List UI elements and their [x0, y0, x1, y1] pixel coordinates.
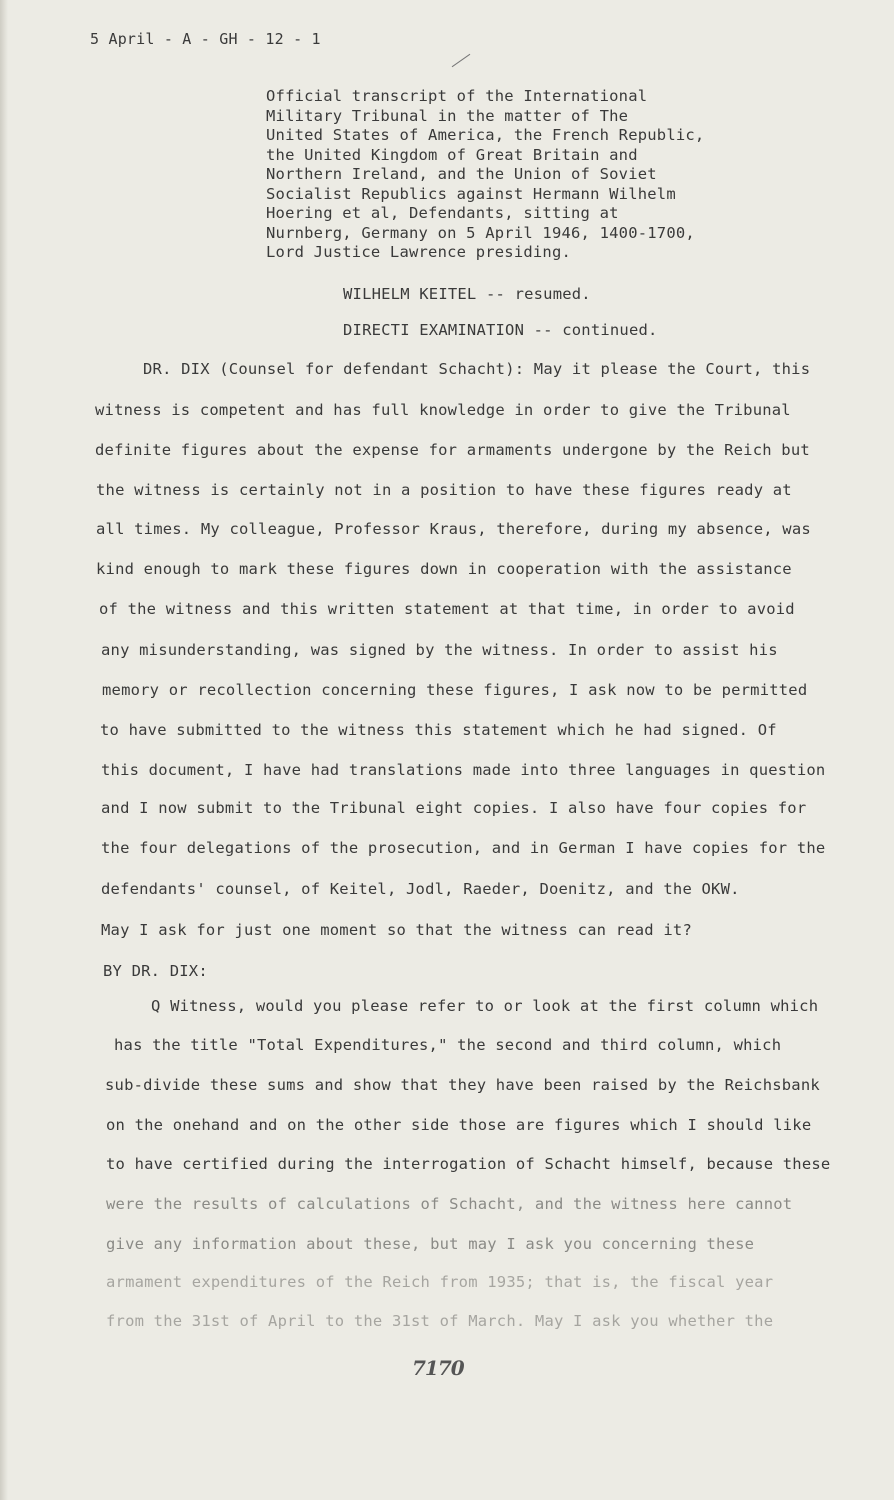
- body-line: give any information about these, but may I ask you concerning these: [106, 1235, 755, 1253]
- examination-title: DIRECTI EXAMINATION -- continued.: [343, 321, 658, 339]
- body-line: memory or recollection concerning these figures, I ask now to be permitted: [102, 681, 808, 699]
- body-line: witness is competent and has full knowledge in order to give the Tribunal: [95, 401, 791, 419]
- body-line: defendants' counsel, of Keitel, Jodl, Raeder, Doenitz, and the OKW.: [101, 880, 740, 898]
- witness-title: WILHELM KEITEL -- resumed.: [343, 285, 591, 303]
- body-line: the four delegations of the prosecution, and in German I have copies for the: [101, 839, 826, 857]
- heading-line: United States of America, the French Republic,: [266, 126, 705, 144]
- body-line: and I now submit to the Tribunal eight copies. I also have four copies for: [101, 799, 807, 817]
- body-line: any misunderstanding, was signed by the witness. In order to assist his: [101, 641, 778, 659]
- heading-line: Hoering et al, Defendants, sitting at: [266, 204, 619, 222]
- heading-line: Nurnberg, Germany on 5 April 1946, 1400-1700,: [266, 224, 695, 242]
- scan-edge: [0, 0, 8, 1500]
- speaker-line: BY DR. DIX:: [103, 962, 208, 980]
- body-line: definite figures about the expense for armaments undergone by the Reich but: [95, 441, 810, 459]
- body-line: armament expenditures of the Reich from 1935; that is, the fiscal year: [106, 1273, 774, 1291]
- body-line: to have submitted to the witness this statement which he had signed. Of: [100, 721, 777, 739]
- body-line: May I ask for just one moment so that the witness can read it?: [101, 921, 692, 939]
- heading-line: Military Tribunal in the matter of The: [266, 107, 629, 125]
- heading-line: Northern Ireland, and the Union of Soviet: [266, 165, 657, 183]
- page-number: 7170: [412, 1356, 464, 1380]
- body-line: on the onehand and on the other side those are figures which I should like: [106, 1116, 812, 1134]
- body-line: has the title "Total Expenditures," the second and third column, which: [114, 1036, 782, 1054]
- pen-mark: [452, 54, 471, 67]
- body-line: sub-divide these sums and show that they have been raised by the Reichsbank: [105, 1076, 820, 1094]
- heading-line: Official transcript of the International: [266, 87, 648, 105]
- body-line: all times. My colleague, Professor Kraus, therefore, during my absence, was: [96, 520, 811, 538]
- body-line: Q Witness, would you please refer to or look at the first column which: [151, 997, 819, 1015]
- body-line: from the 31st of April to the 31st of March. May I ask you whether the: [106, 1312, 774, 1330]
- body-line: DR. DIX (Counsel for defendant Schacht): May it please the Court, this: [143, 360, 811, 378]
- body-line: were the results of calculations of Schacht, and the witness here cannot: [106, 1195, 793, 1213]
- body-line: of the witness and this written statement at that time, in order to avoid: [99, 600, 795, 618]
- heading-line: Lord Justice Lawrence presiding.: [266, 243, 572, 261]
- heading-line: Socialist Republics against Hermann Wilhelm: [266, 185, 676, 203]
- body-line: kind enough to mark these figures down in cooperation with the assistance: [96, 560, 792, 578]
- body-line: the witness is certainly not in a position to have these figures ready at: [96, 481, 792, 499]
- body-line: to have certified during the interrogation of Schacht himself, because these: [106, 1155, 831, 1173]
- body-line: this document, I have had translations made into three languages in question: [101, 761, 826, 779]
- header-reference: 5 April - A - GH - 12 - 1: [90, 30, 321, 48]
- heading-line: the United Kingdom of Great Britain and: [266, 146, 638, 164]
